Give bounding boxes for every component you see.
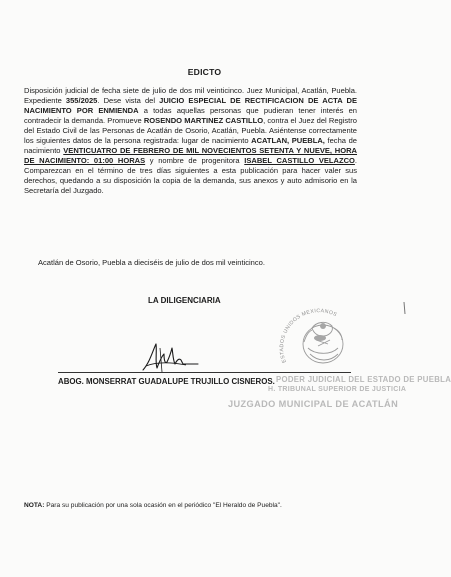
edict-body	[24, 86, 357, 197]
seal-arc-text: ESTADOS UNIDOS MEXICANOS	[279, 308, 338, 364]
promovente-name: ROSENDO MARTINEZ CASTILLO	[143, 116, 264, 126]
margin-mark-icon	[400, 300, 408, 320]
birth-place: ACATLAN, PUEBLA,	[251, 136, 325, 146]
body-text-4: , contra el Juez del Registro del Estado Civil de las Personas de Acatlán de Osorio, Acatlán, Puebla. Asiéntense correctamente los siguientes datos de la persona registrada: lugar de nacimiento	[24, 116, 357, 146]
edict-title: EDICTO	[187, 67, 222, 77]
trial-type: JUICIO ESPECIAL DE RECTIFICACION DE ACTA DE NACIMIENTO POR ENMIENDA	[24, 96, 357, 116]
body-text-6: y nombre de progenitora	[145, 156, 245, 166]
publication-note	[24, 502, 282, 509]
signer-name: ABOG. MONSERRAT GUADALUPE TRUJILLO CISNEROS.	[58, 377, 275, 386]
expediente-number: 355/2025	[65, 96, 98, 106]
note-label: NOTA:	[24, 502, 45, 509]
note-text: Para su publicación por una sola ocasión en el periódico "El Heraldo de Puebla".	[44, 502, 282, 509]
stamp-line-2: H. TRIBUNAL SUPERIOR DE JUSTICIA	[268, 386, 407, 393]
body-text-5: fecha de nacimiento	[24, 136, 357, 156]
place-date: Acatlán de Osorio, Puebla a dieciséis de julio de dos mil veinticinco.	[38, 258, 265, 267]
body-text-3: a todas aquellas personas que pudieran tener interés en contradecir la demanda. Promueve	[24, 106, 357, 126]
signature-title: LA DILIGENCIARIA	[148, 296, 221, 305]
body-text-2: . Dese vista del	[97, 96, 160, 106]
svg-text:ESTADOS UNIDOS MEXICANOS	[279, 308, 338, 363]
signature-line	[58, 372, 351, 373]
body-text-1: Disposición judicial de fecha siete de julio de dos mil veinticinco. Juez Municipal, Acatlán, Puebla. Expediente	[24, 86, 357, 106]
mother-name: ISABEL CASTILLO VELAZCO	[244, 156, 355, 166]
stamp-line-3: JUZGADO MUNICIPAL DE ACATLÁN	[228, 399, 399, 409]
body-text-7: . Comparezcan en el término de tres días siguientes a esta publicación para hacer valer sus derechos, quedando a su disposición la copia de la demanda, sus anexos y auto admisorio en la Secretaría del Juzgado.	[24, 156, 357, 196]
official-seal-icon	[268, 296, 368, 378]
stamp-line-1: PODER JUDICIAL DEL ESTADO DE PUEBLA	[276, 375, 451, 384]
birth-date-time: VENTICUATRO DE FEBRERO DE MIL NOVECIENTOS SETENTA Y NUEVE, HORA DE NACIMIENTO: 01:00 HORAS	[24, 146, 358, 166]
